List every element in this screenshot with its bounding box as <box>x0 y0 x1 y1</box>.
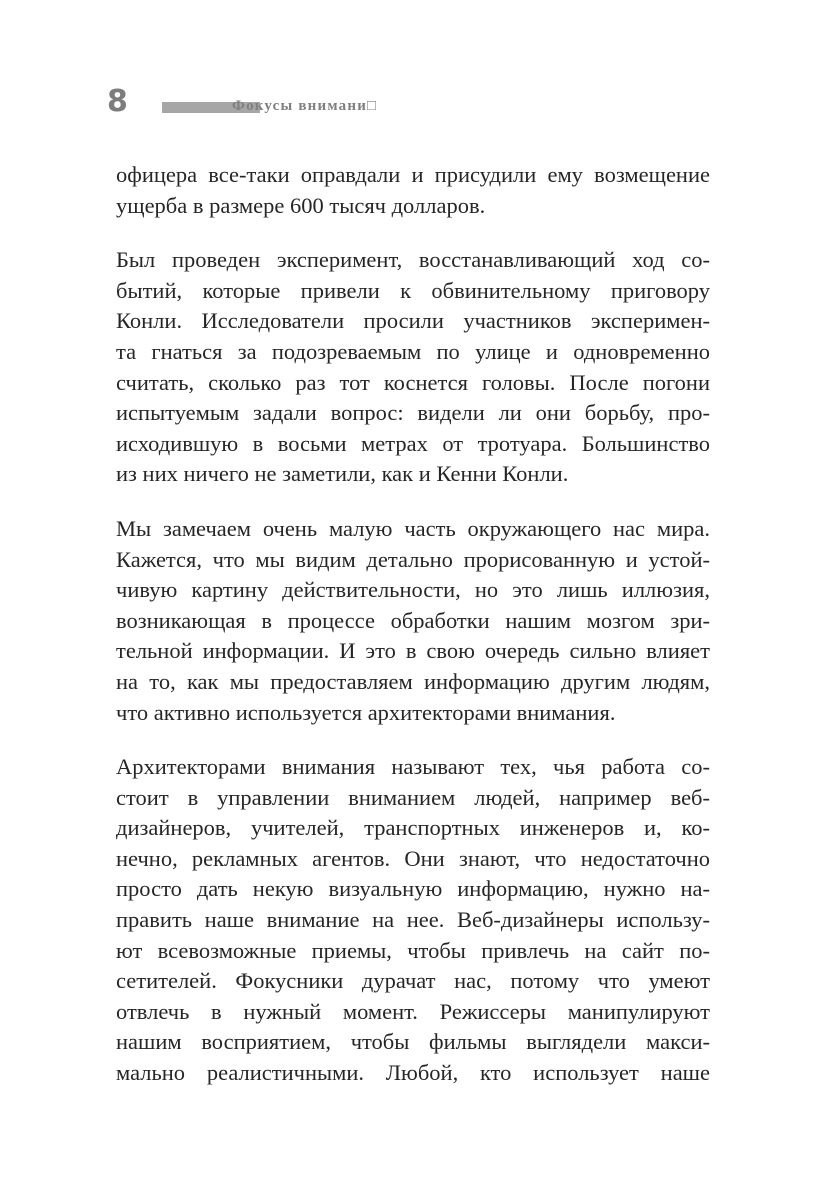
text-line: тельной информации. И это в свою очередь сильно влияет <box>116 638 710 664</box>
text-line: стоит в управлении вниманием людей, например веб- <box>116 784 710 810</box>
text-line: Конли. Исследователи просили участников эксперимен- <box>116 308 710 334</box>
text-line: та гнаться за подозреваемым по улице и одновременно <box>116 338 710 364</box>
paragraph <box>116 514 710 728</box>
text-line: возникающая в процессе обработки нашим мозгом зри- <box>116 607 710 633</box>
text-line: мально реалистичными. Любой, кто использует наше <box>116 1060 710 1086</box>
page-header <box>107 83 727 123</box>
text-line: из них ничего не заметили, как и Кенни Конли. <box>116 461 569 487</box>
text-line: просто дать некую визуальную информацию, нужно на- <box>116 876 710 902</box>
text-line: Мы замечаем очень малую часть окружающего нас мира. <box>116 515 710 541</box>
running-head: Фокусы внимани□ <box>232 98 378 114</box>
text-line: ют всевозможные приемы, чтобы привлечь на сайт по- <box>116 937 710 963</box>
text-line: Был проведен эксперимент, восстанавливающий ход со- <box>116 247 710 273</box>
body-text <box>116 160 710 1113</box>
text-line: править наше внимание на нее. Веб-дизайнеры использу- <box>116 907 710 933</box>
text-line: чивую картину действительности, но это лишь иллюзия, <box>116 577 710 603</box>
text-line: нечно, рекламных агентов. Они знают, что недостаточно <box>116 845 710 871</box>
text-line: считать, сколько раз тот коснется головы. После погони <box>116 369 710 395</box>
text-line: на то, как мы предоставляем информацию другим людям, <box>116 668 710 694</box>
text-line: Кажется, что мы видим детально прорисованную и устой- <box>116 546 710 572</box>
text-line: Архитекторами внимания называют тех, чья работа со- <box>116 754 710 780</box>
text-line: что активно используется архитекторами внимания. <box>116 699 616 725</box>
text-line: сетителей. Фокусники дурачат нас, потому что умеют <box>116 968 710 994</box>
text-line: исходившую в восьми метрах от тротуара. Большинство <box>116 430 710 456</box>
paragraph <box>116 245 710 490</box>
text-line: отвлечь в нужный момент. Режиссеры манипулируют <box>116 998 710 1024</box>
paragraph <box>116 752 710 1089</box>
text-line: бытий, которые привели к обвинительному приговору <box>116 277 710 303</box>
text-line: офицера все-таки оправдали и присудили ему возмещение <box>116 162 710 187</box>
page-number: 8 <box>107 84 128 119</box>
text-line: испытуемым задали вопрос: видели ли они борьбу, про- <box>116 400 710 426</box>
text-line: дизайнеров, учителей, транспортных инженеров и, ко- <box>116 815 710 841</box>
text-line: нашим восприятием, чтобы фильмы выглядели макси- <box>116 1029 710 1055</box>
paragraph <box>116 160 710 221</box>
text-line: ущерба в размере 600 тысяч долларов. <box>116 192 486 218</box>
